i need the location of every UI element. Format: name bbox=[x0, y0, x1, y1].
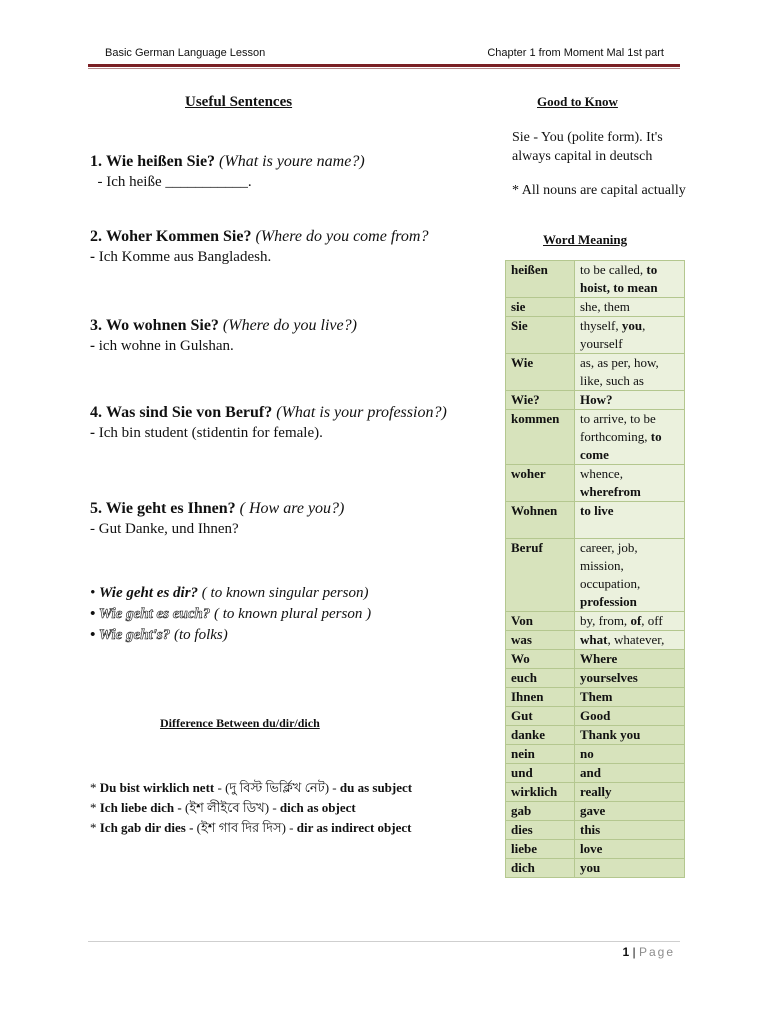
word-row bbox=[506, 688, 685, 707]
useful-sentences-title: Useful Sentences bbox=[185, 94, 293, 110]
question-number: 5 bbox=[90, 500, 98, 517]
meaning-cell: to be called, to hoist, to mean bbox=[575, 261, 685, 298]
meaning-cell: she, them bbox=[575, 298, 685, 317]
footer-rule bbox=[88, 941, 680, 942]
word-row bbox=[506, 859, 685, 878]
question-4 bbox=[90, 403, 485, 443]
word-row bbox=[506, 465, 685, 502]
word-cell: liebe bbox=[506, 840, 575, 859]
difference-item: * Ich gab dir dies - (ইশ গাব দির দিস) - dir as indirect object bbox=[90, 820, 412, 835]
word-cell: euch bbox=[506, 669, 575, 688]
answer: - Ich Komme aus Bangladesh. bbox=[90, 249, 272, 265]
meaning-cell: to live bbox=[575, 502, 685, 539]
difference-title: Difference Between du/dir/dich bbox=[160, 716, 320, 730]
meaning-cell: by, from, of, off bbox=[575, 612, 685, 631]
word-row bbox=[506, 261, 685, 298]
question-3 bbox=[90, 316, 485, 356]
question-number: 1. bbox=[90, 153, 102, 170]
question-text: Was sind Sie von Beruf? bbox=[106, 404, 273, 421]
word-cell: Wohnen bbox=[506, 502, 575, 539]
answer: - Ich heiße ___________. bbox=[90, 174, 252, 190]
word-row bbox=[506, 745, 685, 764]
word-meaning-title: Word Meaning bbox=[543, 232, 628, 247]
meaning-cell: really bbox=[575, 783, 685, 802]
question-translation: ( How are you?) bbox=[239, 500, 345, 517]
header-left: Basic German Language Lesson bbox=[105, 47, 266, 59]
page-number: 1 bbox=[622, 945, 630, 959]
question-translation: (Where do you come from? bbox=[255, 228, 429, 245]
question-text: Wie heißen Sie? bbox=[106, 153, 216, 170]
page-footer: 1 | Page bbox=[622, 945, 675, 959]
word-row bbox=[506, 612, 685, 631]
meaning-cell: this bbox=[575, 821, 685, 840]
word-row bbox=[506, 783, 685, 802]
word-row bbox=[506, 821, 685, 840]
question-number: 2. bbox=[90, 228, 102, 245]
question-text: Wo wohnen Sie? bbox=[106, 317, 219, 334]
word-row bbox=[506, 650, 685, 669]
word-cell: Von bbox=[506, 612, 575, 631]
word-row bbox=[506, 840, 685, 859]
meaning-cell: How? bbox=[575, 391, 685, 410]
word-cell: nein bbox=[506, 745, 575, 764]
word-row bbox=[506, 764, 685, 783]
difference-list bbox=[90, 778, 412, 838]
meaning-cell: as, as per, how, like, such as bbox=[575, 354, 685, 391]
difference-item: * Du bist wirklich nett - (দু বিস্ট ভির্ক্লিখ নেট) - du as subject bbox=[90, 780, 413, 795]
greeting-bullets bbox=[90, 583, 371, 646]
word-cell: sie bbox=[506, 298, 575, 317]
question-5 bbox=[90, 499, 485, 539]
meaning-cell: thyself, you, yourself bbox=[575, 317, 685, 354]
word-cell: wirklich bbox=[506, 783, 575, 802]
question-number: 4. bbox=[90, 404, 102, 421]
question-1 bbox=[90, 152, 485, 192]
question-translation: (What is your profession?) bbox=[276, 404, 447, 421]
meaning-cell: love bbox=[575, 840, 685, 859]
word-cell: und bbox=[506, 764, 575, 783]
word-cell: Wie? bbox=[506, 391, 575, 410]
word-cell: danke bbox=[506, 726, 575, 745]
word-row bbox=[506, 802, 685, 821]
word-row bbox=[506, 707, 685, 726]
word-cell: dich bbox=[506, 859, 575, 878]
good-to-know-title: Good to Know bbox=[537, 94, 618, 109]
difference-item: * Ich liebe dich - (ইশ লীইবে ডিখ) - dich as object bbox=[90, 800, 356, 815]
word-row bbox=[506, 410, 685, 465]
meaning-cell: and bbox=[575, 764, 685, 783]
meaning-cell: whence, wherefrom bbox=[575, 465, 685, 502]
word-row bbox=[506, 631, 685, 650]
bullet-item: • Wie geht es euch? ( to known plural person ) bbox=[90, 606, 372, 622]
question-number: 3. bbox=[90, 317, 102, 334]
meaning-cell: you bbox=[575, 859, 685, 878]
question-2 bbox=[90, 227, 485, 267]
question-text: Woher Kommen Sie? bbox=[106, 228, 252, 245]
question-translation: (Where do you live?) bbox=[222, 317, 357, 334]
bullet-item: • Wie geht's? (to folks) bbox=[90, 627, 228, 643]
meaning-cell: Where bbox=[575, 650, 685, 669]
meaning-cell: gave bbox=[575, 802, 685, 821]
question-translation: (What is youre name?) bbox=[219, 153, 365, 170]
meaning-cell: Them bbox=[575, 688, 685, 707]
question-text: . Wie geht es Ihnen? bbox=[98, 500, 236, 517]
word-cell: dies bbox=[506, 821, 575, 840]
meaning-cell: yourselves bbox=[575, 669, 685, 688]
bullet-item: • Wie geht es dir? ( to known singular person) bbox=[90, 585, 369, 601]
word-row bbox=[506, 317, 685, 354]
word-meaning-table bbox=[505, 260, 685, 878]
header-rule-thin bbox=[88, 68, 680, 69]
meaning-cell: to arrive, to be forthcoming, to come bbox=[575, 410, 685, 465]
word-cell: heißen bbox=[506, 261, 575, 298]
word-cell: Wo bbox=[506, 650, 575, 669]
meaning-cell: Thank you bbox=[575, 726, 685, 745]
word-row bbox=[506, 298, 685, 317]
word-cell: woher bbox=[506, 465, 575, 502]
meaning-cell: no bbox=[575, 745, 685, 764]
word-row bbox=[506, 669, 685, 688]
good-to-know-note-1: Sie - You (polite form). It's always capital in deutsch bbox=[512, 130, 663, 164]
answer: - Ich bin student (stidentin for female). bbox=[90, 425, 323, 441]
answer: - ich wohne in Gulshan. bbox=[90, 338, 234, 354]
header-rule bbox=[88, 64, 680, 67]
word-cell: Beruf bbox=[506, 539, 575, 612]
word-cell: was bbox=[506, 631, 575, 650]
word-row bbox=[506, 539, 685, 612]
word-row bbox=[506, 391, 685, 410]
word-cell: gab bbox=[506, 802, 575, 821]
meaning-cell: career, job, mission, occupation, profession bbox=[575, 539, 685, 612]
meaning-cell: what, whatever, bbox=[575, 631, 685, 650]
word-cell: kommen bbox=[506, 410, 575, 465]
answer: - Gut Danke, und Ihnen? bbox=[90, 521, 239, 537]
word-row bbox=[506, 502, 685, 539]
word-cell: Ihnen bbox=[506, 688, 575, 707]
good-to-know-note-2: * All nouns are capital actually bbox=[512, 183, 686, 198]
meaning-cell: Good bbox=[575, 707, 685, 726]
word-cell: Sie bbox=[506, 317, 575, 354]
word-cell: Wie bbox=[506, 354, 575, 391]
word-row bbox=[506, 726, 685, 745]
header-right: Chapter 1 from Moment Mal 1st part bbox=[487, 47, 664, 59]
word-row bbox=[506, 354, 685, 391]
word-cell: Gut bbox=[506, 707, 575, 726]
page-label: Page bbox=[638, 945, 675, 959]
